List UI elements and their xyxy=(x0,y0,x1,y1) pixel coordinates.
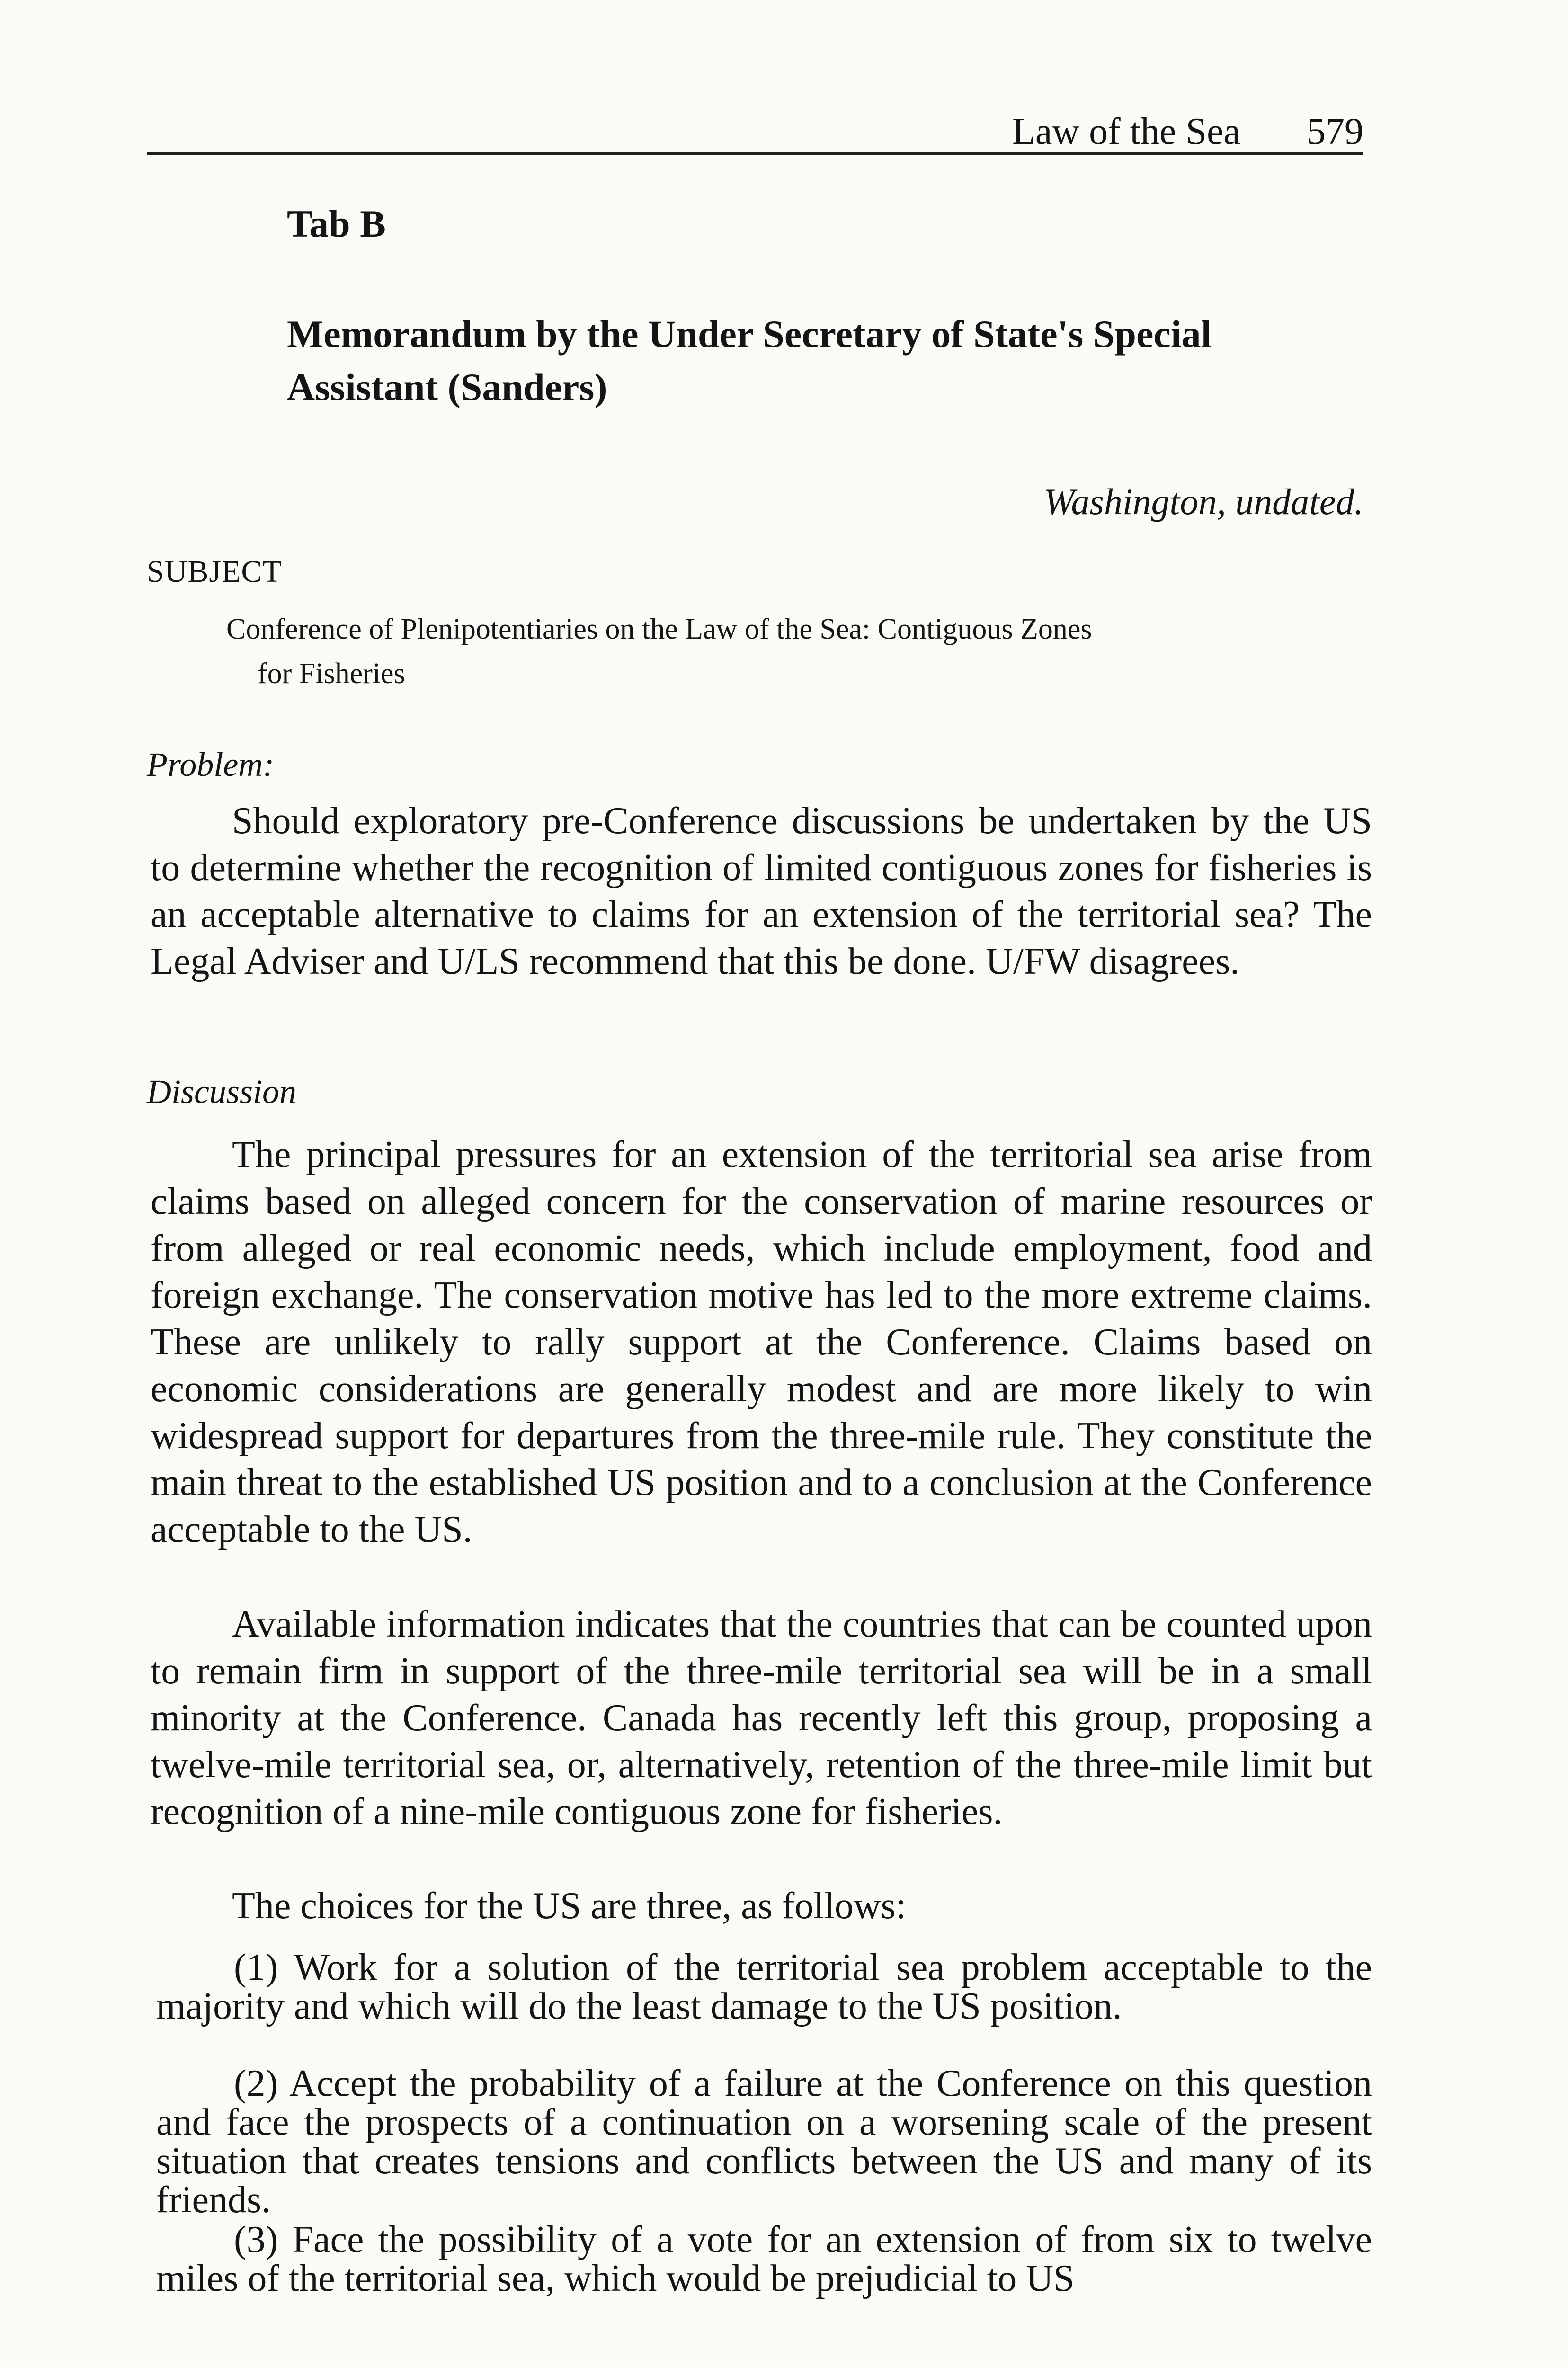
running-head-title: Law of the Sea xyxy=(1012,111,1240,152)
tab-heading: Tab B xyxy=(287,202,386,245)
choice-3: (3) Face the possibility of a vote for an extension of from six to twelve miles of the territorial sea, which would be prejudicial to US xyxy=(156,2219,1372,2299)
discussion-paragraph-1: The principal pressures for an extension of the territorial sea arise from claims based on alleged concern for the conservation of marine resources or from alleged or real economic needs, which include employment, food and foreign exchange. The conservation motive has led to the more extreme claims. These are unlikely to rally support at the Conference. Claims based on economic considerations are generally modest and are more likely to win widespread support for departures from the three-mile rule. They constitute the main threat to the established US position and to a conclusion at the Conference acceptable to the US. xyxy=(151,1134,1372,1550)
page-number: 579 xyxy=(1307,111,1363,152)
problem-paragraph: Should exploratory pre-Conference discussions be undertaken by the US to determine whether the recognition of limited contiguous zones for fisheries is an acceptable alternative to claims for an extension of the territorial sea? The Legal Adviser and U/LS recommend that this be done. U/FW disagrees. xyxy=(151,800,1372,982)
discussion-paragraph-2: Available information indicates that the countries that can be counted upon to remain firm in support of the three-mile territorial sea will be in a small minority at the Conference. Canada has recently left this group, proposing a twelve-mile territorial sea, or, alternatively, retention of the three-mile limit but recognition of a nine-mile contiguous zone for fisheries. xyxy=(151,1603,1372,1833)
choice-2: (2) Accept the probability of a failure at the Conference on this question and face the prospects of a continuation on a worsening scale of the present situation that creates tensions and conflicts between the US and many of its friends. xyxy=(156,2063,1372,2221)
header-rule xyxy=(147,152,1363,155)
subject-text xyxy=(226,607,1287,696)
discussion-paragraph-3: The choices for the US are three, as follows: xyxy=(232,1885,906,1927)
subject-label: SUBJECT xyxy=(147,554,282,589)
subject-line-1: Conference of Plenipotentiaries on the Law of the Sea: Contiguous Zones xyxy=(226,613,1092,645)
problem-label: Problem: xyxy=(147,746,275,783)
dateline: Washington, undated. xyxy=(1043,481,1363,522)
running-head xyxy=(147,103,1363,155)
discussion-label: Discussion xyxy=(147,1073,297,1111)
choice-1: (1) Work for a solution of the territorial sea problem acceptable to the majority and which will do the least damage to the US position. xyxy=(156,1947,1372,2027)
subject-line-2: for Fisheries xyxy=(258,658,405,690)
memo-title: Memorandum by the Under Secretary of State's Special Assistant (Sanders) xyxy=(287,312,1212,409)
